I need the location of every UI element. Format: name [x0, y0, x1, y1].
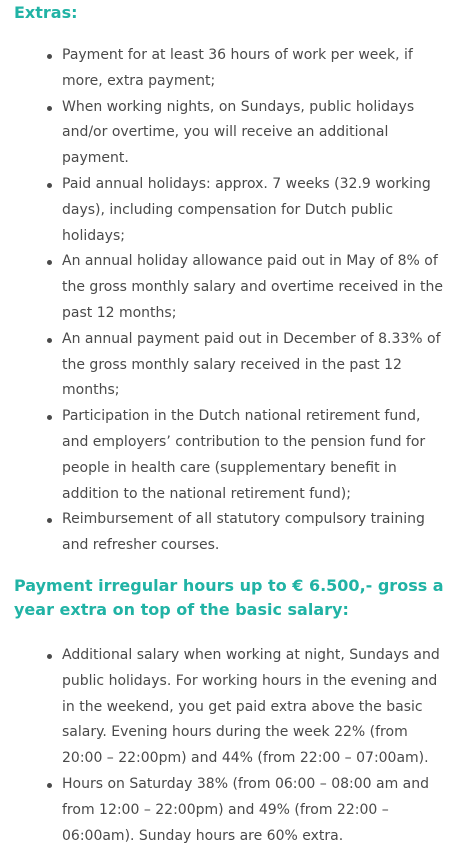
list-item: [47, 249, 447, 326]
irregular-hours-list: [47, 643, 447, 849]
list-item: [47, 43, 447, 95]
list-item-text: Paid annual holidays: approx. 7 weeks (32.9 working days), including compensation for Dutch public holidays;: [62, 175, 431, 244]
bullet-icon: [47, 783, 52, 788]
bullet-icon: [47, 518, 52, 523]
bullet-icon: [47, 106, 52, 111]
list-item: [47, 327, 447, 404]
list-item-text: Hours on Saturday 38% (from 06:00 – 08:00 am and from 12:00 – 22:00pm) and 49% (from 22:00 – 06:00am). Sunday hours are 60% extra.: [62, 775, 430, 844]
extras-list: [47, 43, 447, 559]
list-item-text: Payment for at least 36 hours of work per week, if more, extra payment;: [62, 47, 413, 89]
list-item-text: Reimbursement of all statutory compulsory training and refresher courses.: [62, 511, 425, 554]
list-item-text: An annual holiday allowance paid out in May of 8% of the gross monthly salary and overtime received in the past 12 months;: [62, 253, 444, 321]
list-item: [47, 404, 447, 507]
bullet-icon: [47, 54, 52, 59]
list-item: [47, 95, 447, 172]
list-item: [47, 172, 447, 249]
list-item: [47, 643, 447, 772]
bullet-icon: [47, 654, 52, 659]
list-item-text: Additional salary when working at night, Sundays and public holidays. For working hours in the evening and in the weekend, you get paid extra above the basic salary. Evening hours during the week 22% (from 20:00 – 22:00pm) and 44% (from 22:00 – 07:00am).: [62, 647, 440, 767]
section-heading-irregular-hours: Payment irregular hours up to € 6.500,- gross a year extra on top of the basic salary:: [14, 576, 444, 619]
list-item-text: When working nights, on Sundays, public holidays and/or overtime, you will receive an additional payment.: [62, 98, 415, 167]
bullet-icon: [47, 338, 52, 343]
list-item-text: Participation in the Dutch national retirement fund, and employers’ contribution to the pension fund for people in health care (supplementary benefit in addition to the national retirement fund);: [62, 408, 426, 502]
list-item: [47, 772, 447, 849]
bullet-icon: [47, 260, 52, 265]
section-heading-extras: Extras:: [14, 3, 78, 22]
bullet-icon: [47, 183, 52, 188]
list-item-text: An annual payment paid out in December of 8.33% of the gross monthly salary received in the past 12 months;: [62, 330, 441, 399]
list-item: [47, 507, 447, 559]
bullet-icon: [47, 415, 52, 420]
